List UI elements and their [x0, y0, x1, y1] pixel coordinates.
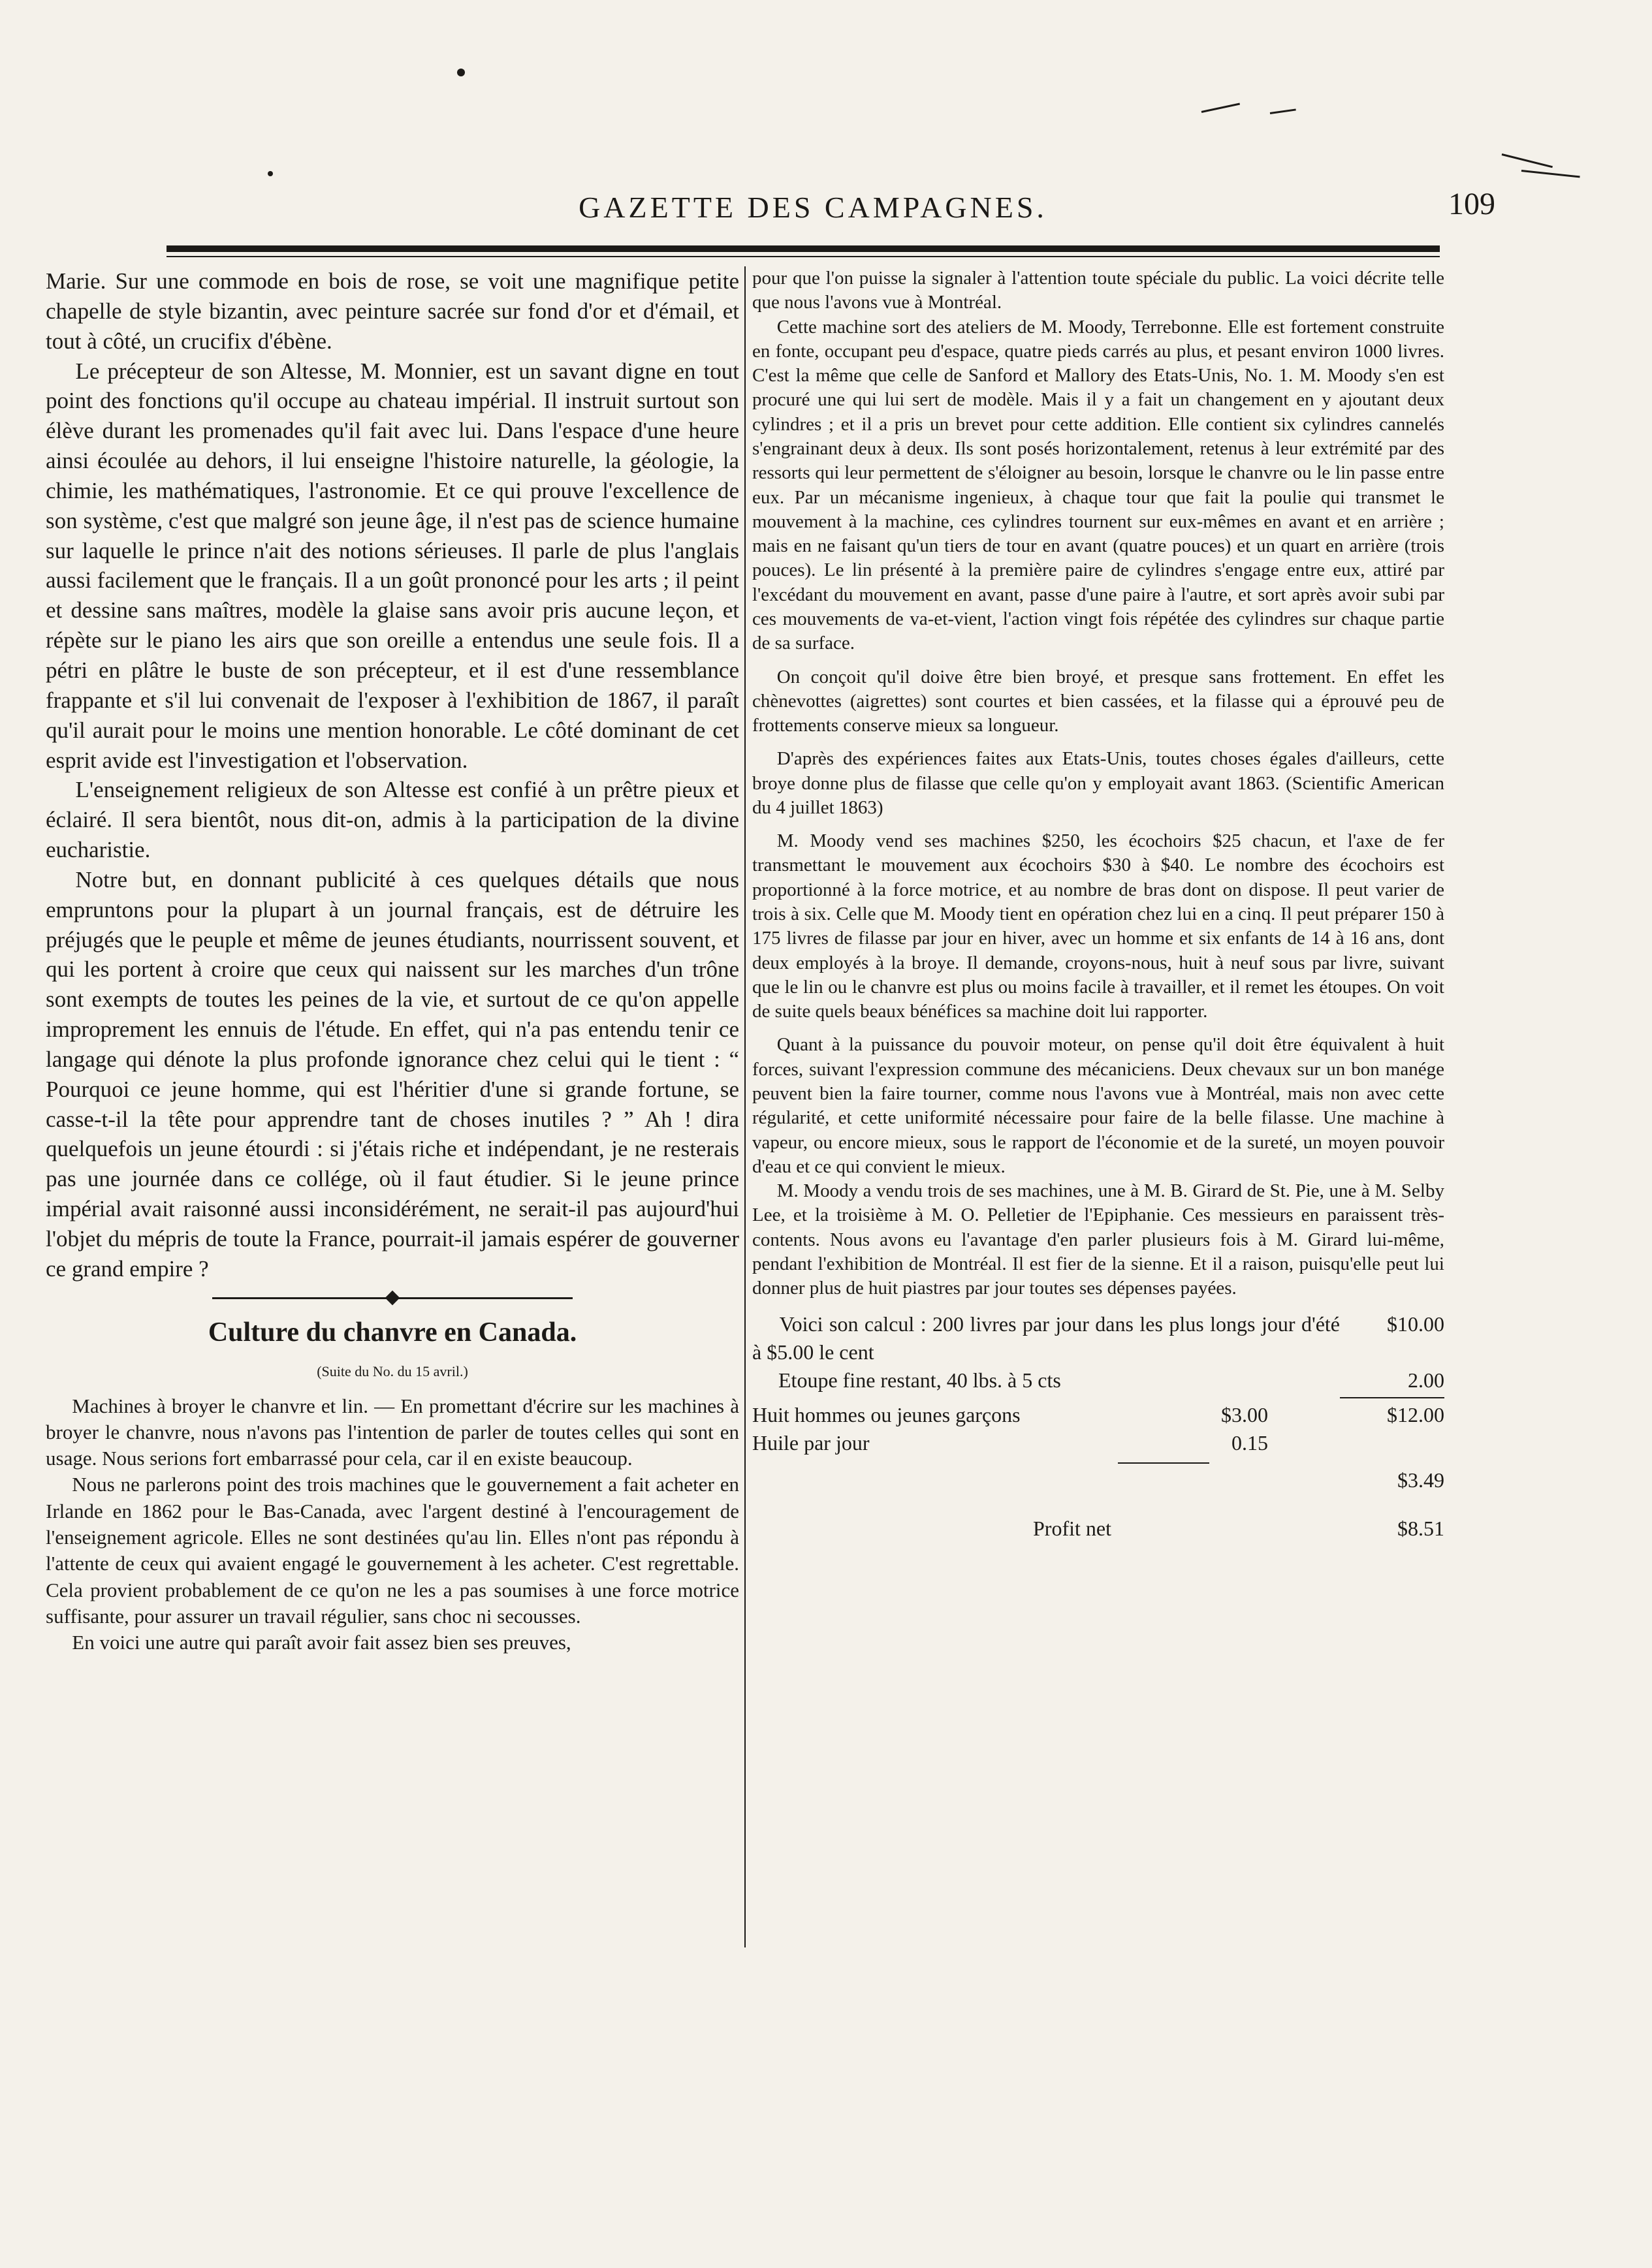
header-rule-thin [167, 256, 1440, 257]
calc-profit-amount: $8.51 [1397, 1516, 1444, 1540]
paragraph: Nous ne parlerons point des trois machines que le gouvernement a fait acheter en Irlande en 1862 pour le Bas-Canada, avec l'argent destiné à l'encouragement de l'enseignement agricole. Elles ne sont destinées qu'au lin. Elles n'ont pas répondu à l'attente de ceux qui avaient engagé le gouvernement à les acheter. C'est regrettable. Cela provient probablement de ce qu'on ne les a pas soumises à une force motrice suffisante, pour assurer un travail régulier, sans choc ni secousses. [46, 1473, 739, 1628]
paragraph: Machines à broyer le chanvre et lin. — En promettant d'écrire sur les machines à broyer le chanvre, nous n'avons pas l'intention de parler de toutes celles qui sont en usage. Nous serions fort embarrassé pour cela, car il en existe beaucoup. [46, 1394, 739, 1470]
calc-intro: Voici son calcul : 200 livres par jour dans les plus longs jour d'été à $5.00 le cent [752, 1312, 1340, 1364]
paragraph: M. Moody vend ses machines $250, les écochoirs $25 chacun, et l'axe de fer transmettant le mouvement aux écochoirs $30 à $40. Le nombre des écochoirs est proportionné à la force motrice, et au nombre de bras dont on dispose. Il peut varier de trois à six. Celle que M. Moody tient en opération chez lui en a cinq. Il peut préparer 150 à 175 livres de filasse par jour en hiver, avec un homme et six enfants de 14 à 16 ans, dont deux employés à la broye. Il demande, croyons-nous, huit à neuf sous par livre, suivant que le lin ou le chanvre est plus ou moins facile à travailler, et il remet les étoupes. On voit de suite quels beaux bénéfices sa machine doit lui rapporter. [752, 830, 1444, 1022]
calc-rule [1118, 1462, 1209, 1464]
scan-mark [1270, 108, 1296, 114]
scan-speck [268, 171, 273, 176]
paragraph: M. Moody a vendu trois de ses machines, une à M. B. Girard de St. Pie, une à M. Selby Lee, et la troisième à M. O. Pelletier de l'Epiphanie. Ces messieurs en paraissent très-contents. Nous avons eu l'avantage d'en parler plusieurs fois à M. Girard lui-même, pendant l'exhibition de Montréal. Il est fier de la sienne. Et il a raison, puisqu'elle peut lui donner plus de huit piastres par jour toutes ses dépenses payées. [752, 1180, 1444, 1299]
paragraph: pour que l'on puisse la signaler à l'attention toute spéciale du public. La voici décrite telle que nous l'avons vue à Montréal. [752, 268, 1444, 313]
scan-mark [1521, 170, 1580, 178]
calc-huile-cost: 0.15 [1231, 1431, 1268, 1455]
right-column [752, 266, 1444, 2118]
calc-profit-label: Profit net [1033, 1516, 1111, 1540]
paragraph: D'après des expériences faites aux Etats-Unis, toutes choses égales d'ailleurs, cette broye donne plus de filasse que celle qu'on y employait avant 1863. (Scientific American du 4 juillet 1863) [752, 748, 1444, 818]
article-note: (Suite du No. du 15 avril.) [317, 1362, 468, 1379]
calc-etoupe-amount: 2.00 [1408, 1368, 1444, 1392]
calc-huile: Huile par jour [752, 1431, 870, 1455]
calc-rule [1340, 1397, 1444, 1398]
paragraph: On conçoit qu'il doive être bien broyé, et presque sans frottement. En effet les chènevottes (aigrettes) sont courtes et bien cassées, et la filasse qui a éprouvé peu de frottements conserve mieux sa longueur. [752, 666, 1444, 736]
page-number: 109 [1448, 187, 1495, 221]
paragraph: Cette machine sort des ateliers de M. Moody, Terrebonne. Elle est fortement construite en fonte, occupant peu d'espace, quatre pieds carrés au plus, et pesant environ 1000 livres. C'est la même que celle de Sanford et Mallory des Etats-Unis, No. 1. M. Moody s'en est procuré une qui lui sert de modèle. Mais il y a fait un changement en y ajoutant deux cylindres ; et il a pris un brevet pour cette addition. Elle contient six cylindres cannelés s'engrainant deux à deux. Ils sont posés horizontalement, retenus à leur extrémité par des ressorts qui leur permettent de s'éloigner au besoin, lorsque le chanvre ou le lin passe entre eux. Par un mécanisme ingenieux, à chaque tour que fait la poulie qui transmet le mouvement à la machine, ces cylindres tournent sur eux-mêmes en avant et en arrière ; mais en ne faisant qu'un tiers de tour en avant (quatre pouces) et un quart en arrière (trois pouces). Le lin présenté à la première paire de cylindres s'engage entre eux, attiré par l'excédant du mouvement en avant, passe d'une paire à l'autre, et sort après avoir subi par ces mouvements de va-et-vient, l'action vingt fois répétée des cylindres sur chaque partie de sa surface. [752, 316, 1444, 654]
calc-etoupe: Etoupe fine restant, 40 lbs. à 5 cts [778, 1368, 1061, 1392]
running-title: GAZETTE DES CAMPAGNES. [579, 191, 1047, 224]
paragraph: Notre but, en donnant publicité à ces quelques détails que nous empruntons pour la plupart à un journal français, est de détruire les préjugés que le peuple et même de jeunes étudiants, nourrissent souvent, et qui les portent à croire que ceux qui naissent sur les marches d'un trône sont exempts de toutes les peines de la vie, et surtout de ce qu'on appelle improprement les ennuis de l'étude. En effet, qui n'a pas entendu tenir ce langage qui dénote la plus profonde ignorance chez celui qui le tient : “ Pourquoi ce jeune homme, qui est l'héritier d'une si grande fortune, se casse-t-il la tête pour apprendre tant de choses inutiles ? ” Ah ! dira quelquefois un jeune étourdi : si j'étais riche et indépendant, je ne resterais pas une journée dans ce collége, où il faut étudier. Si le jeune prince impérial avait raisonné aussi inconsidérément, ne serait-il pas aujourd'hui l'objet du mépris de toute la France, pourrait-il jamais espérer de gouverner ce grand empire ? [46, 866, 739, 1282]
calc-hommes-cost: $3.00 [1221, 1403, 1268, 1427]
article-title: Culture du chanvre en Canada. [208, 1317, 577, 1347]
left-column [46, 266, 739, 2118]
calc-hommes: Huit hommes ou jeunes garçons [752, 1403, 1021, 1427]
page-header [170, 186, 1495, 232]
scan-mark [1201, 103, 1240, 113]
section-separator [212, 1297, 573, 1299]
header-rule-thick [167, 245, 1440, 252]
profit-calculation [752, 1310, 1444, 1543]
calc-expenses: $3.49 [1397, 1468, 1444, 1492]
scan-mark [1502, 153, 1553, 168]
paragraph: L'enseignement religieux de son Altesse est confié à un prêtre pieux et éclairé. Il sera bientôt, nous dit-on, admis à la participation de la divine eucharistie. [46, 777, 739, 863]
paragraph: Marie. Sur une commode en bois de rose, se voit une magnifique petite chapelle de style bizantin, avec peinture sacrée sur fond d'or et d'émail, et tout à côté, un crucifix d'ébène. [46, 268, 739, 354]
paragraph: Quant à la puissance du pouvoir moteur, on pense qu'il doit être équivalent à huit forces, suivant l'expression commune des mécaniciens. Deux chevaux sur un bon manége peuvent bien la faire tourner, comme nous l'avons vue à Montréal, mais non avec cette régularité, et cette uniformité nécessaire pour faire de la belle filasse. Une machine à vapeur, ou encore mieux, sous le rapport de l'économie et de la sureté, un moyen pouvoir d'eau et ce qui convient le mieux. [752, 1034, 1444, 1177]
paragraph: En voici une autre qui paraît avoir fait assez bien ses preuves, [72, 1631, 571, 1654]
scan-speck [457, 69, 465, 76]
paragraph: Le précepteur de son Altesse, M. Monnier, est un savant digne en tout point des fonctions qu'il occupe au chateau impérial. Il instruit surtout son élève durant les promenades qu'il fait avec lui. Dans l'espace d'une heure ainsi écoulée au dehors, il lui enseigne l'histoire naturelle, la géologie, la chimie, les mathématiques, l'astronomie. Et ce qui prouve l'excellence de son système, c'est que malgré son jeune âge, il n'est pas de science humaine sur laquelle le prince n'ait des notions sérieuses. Il parle de plus l'anglais aussi facilement que le français. Il a un goût prononcé pour les arts ; il peint et dessine sans maîtres, modèle la glaise sans avoir pris aucune leçon, et répète sur le piano les airs que son oreille a entendus une seule fois. Il a pétri en plâtre le buste de son précepteur, et il est d'une ressemblance frappante et s'il lui convenait de l'exposer à l'exhibition de 1867, il paraît qu'il aurait pour le moins une mention honorable. Le côté dominant de cet esprit avide est l'investigation et l'observation. [46, 358, 739, 773]
calc-subtotal: $12.00 [1387, 1403, 1444, 1427]
calc-intro-amount: $10.00 [1387, 1312, 1444, 1336]
column-divider [744, 266, 746, 1947]
